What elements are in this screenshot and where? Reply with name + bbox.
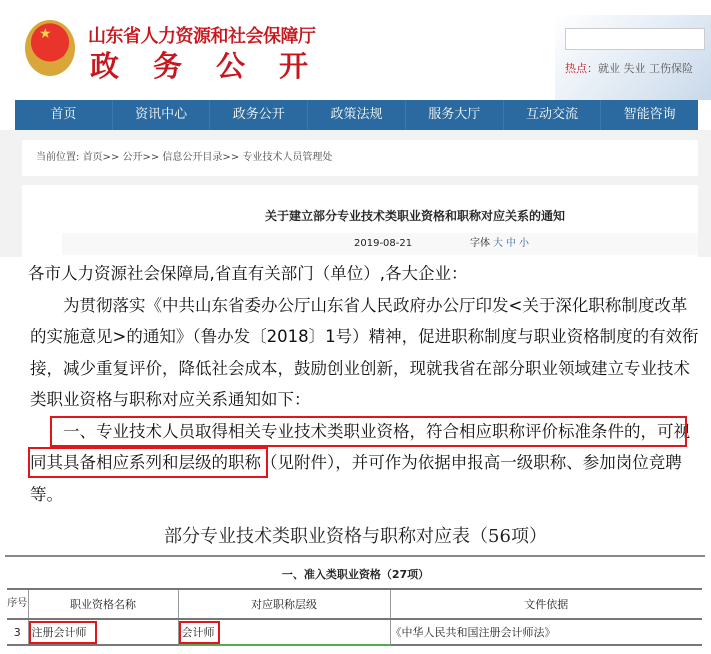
table-row <box>7 619 702 645</box>
hot-label: 热点： <box>565 62 598 75</box>
main-nav <box>15 100 698 130</box>
nav-policy[interactable]: 政策法规 <box>308 100 406 130</box>
cell-title-level-text: 会计师 <box>179 621 220 644</box>
cell-qualification <box>28 619 178 645</box>
paragraph-1: 为贯彻落实《中共山东省委办公厅山东省人民政府办公厅印发<关于深化职称制度改革的实施意见>的通知》（鲁办发〔2018〕1号）精神，促进职称制度与职业资格制度的有效衔接，减少重复评价，降低社会成本，鼓励创业创新，现就我省在部分职业领域建立专业技术类职业资格与职称对应关系通知如下： <box>30 295 699 409</box>
breadcrumb <box>22 140 698 176</box>
highlight-box <box>28 447 268 478</box>
cell-title-level <box>178 619 390 645</box>
hot-topics <box>565 60 693 76</box>
font-label: 字体 <box>470 238 490 249</box>
header-index: 序号 <box>7 589 28 619</box>
cell-basis: 《中华人民共和国注册会计师法》 <box>390 619 702 645</box>
font-small[interactable]: 小 <box>519 238 529 249</box>
article-meta <box>62 233 698 255</box>
font-large[interactable]: 大 <box>493 238 503 249</box>
breadcrumb-path[interactable]: 首页>> 公开>> 信息公开目录>> 专业技术人员管理处 <box>82 152 333 163</box>
nav-home[interactable]: 首页 <box>15 100 113 130</box>
header-title-level: 对应职称层级 <box>178 589 390 619</box>
nav-service-hall[interactable]: 服务大厅 <box>406 100 504 130</box>
publish-date: 2019-08-21 <box>354 238 413 249</box>
breadcrumb-label: 当前位置: <box>36 152 80 163</box>
header-basis: 文件依据 <box>390 589 702 619</box>
nav-gov-affairs[interactable]: 政务公开 <box>210 100 308 130</box>
cell-index: 3 <box>7 619 28 645</box>
nav-consult[interactable]: 智能咨询 <box>623 107 676 122</box>
nav-news[interactable]: 资讯中心 <box>113 100 211 130</box>
nav-interaction[interactable]: 互动交流 <box>504 100 602 130</box>
hot-links[interactable]: 就业 失业 工伤保险 <box>598 62 693 75</box>
font-size-switcher <box>470 233 529 255</box>
section-title: 政务公开 <box>90 49 343 83</box>
font-medium[interactable]: 中 <box>506 238 516 249</box>
search-input[interactable] <box>565 28 705 50</box>
article-title: 关于建立部分专业技术类职业资格和职称对应关系的通知 <box>264 209 565 223</box>
table-header-row <box>7 589 702 619</box>
table-title: 部分专业技术类职业资格与职称对应表（56项） <box>164 526 547 547</box>
header-qualification: 职业资格名称 <box>28 589 178 619</box>
paragraph-2: 一、专业技术人员取得相关专业技术类职业资格，符合相应职称评价标准条件的，可视同其具备相应系列和层级的职称（见附件），并可作为依据申报高一级职称、参加岗位竞聘等。 <box>30 421 690 504</box>
table-section-title: 一、准入类职业资格（27项） <box>281 568 430 581</box>
article-header <box>22 185 698 257</box>
national-emblem-icon: ★ <box>25 20 75 76</box>
salutation: 各市人力资源社会保障局,省直有关部门（单位）,各大企业： <box>28 264 468 283</box>
qualification-table <box>7 588 702 646</box>
highlight-box <box>50 416 687 447</box>
cell-qualification-text: 注册会计师 <box>29 621 97 644</box>
divider <box>5 555 705 557</box>
site-title: 山东省人力资源和社会保障厅 <box>88 26 316 47</box>
